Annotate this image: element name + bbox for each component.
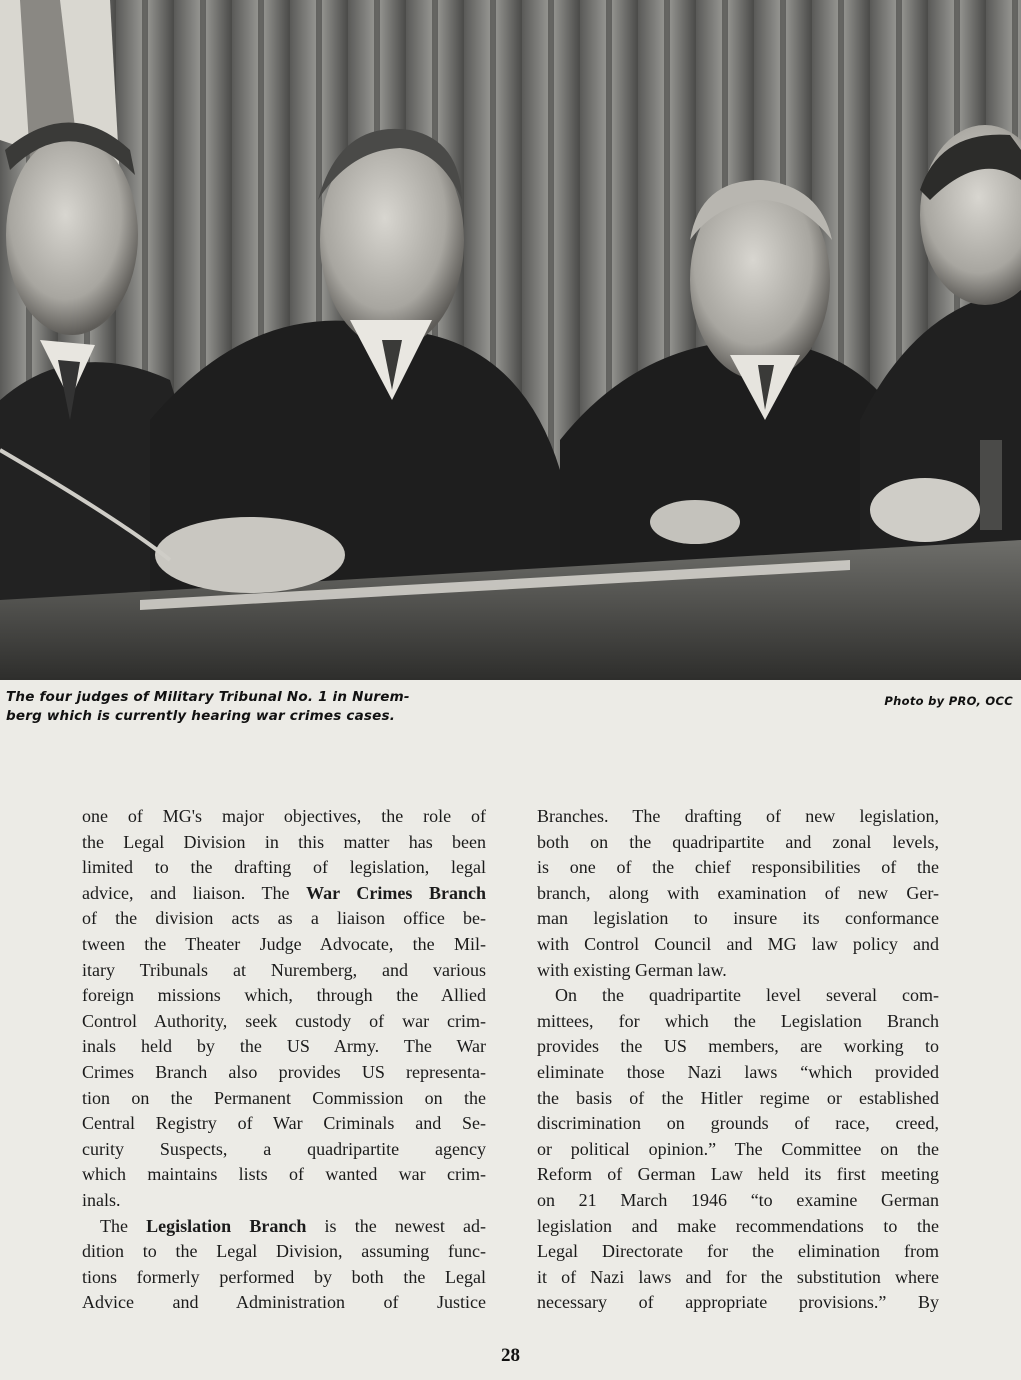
text-line: Central Registry of War Criminals and Se- xyxy=(82,1113,486,1134)
text-line: man legislation to insure its conformance xyxy=(537,908,939,929)
text-line: is one of the chief responsibilities of the xyxy=(537,857,939,878)
right-column xyxy=(537,804,939,1316)
text-line: with Control Council and MG law policy and xyxy=(537,933,939,954)
text-line: foreign missions which, through the Allied xyxy=(82,985,486,1006)
text-line: tions formerly performed by both the Legal xyxy=(82,1266,486,1287)
text-line xyxy=(82,1214,486,1240)
text-line: branch, along with examination of new Ger- xyxy=(537,882,939,903)
text-line: Advice and Administration of Justice xyxy=(82,1292,486,1313)
text-span: The xyxy=(100,1215,128,1236)
text-line: inals. xyxy=(82,1189,121,1210)
text-line: it of Nazi laws and for the substitution where xyxy=(537,1266,939,1287)
text-line: on 21 March 1946 “to examine German xyxy=(537,1189,939,1210)
text-line: both on the quadripartite and zonal levels, xyxy=(537,831,939,852)
left-column xyxy=(82,804,486,1316)
text-span: is the newest ad- xyxy=(324,1215,486,1236)
page-number: 28 xyxy=(501,1345,520,1366)
caption-line-2: berg which is currently hearing war crimes cases. xyxy=(6,708,396,724)
text-line: curity Suspects, a quadripartite agency xyxy=(82,1138,486,1159)
text-line: legislation and make recommendations to the xyxy=(537,1215,939,1236)
text-line: dition to the Legal Division, assuming func- xyxy=(82,1241,486,1262)
photo-caption xyxy=(6,688,456,726)
text-line: the basis of the Hitler regime or established xyxy=(537,1087,939,1108)
text-line: which maintains lists of wanted war crim- xyxy=(82,1164,486,1185)
text-line: Control Authority, seek custody of war crim- xyxy=(82,1010,486,1031)
text-line: with existing German law. xyxy=(537,959,727,980)
text-line: itary Tribunals at Nuremberg, and various xyxy=(82,959,486,980)
text-line: one of MG's major objectives, the role of xyxy=(82,806,486,826)
text-line: provides the US members, are working to xyxy=(537,1036,939,1057)
text-line: or political opinion.” The Committee on the xyxy=(537,1138,939,1159)
text-line: inals held by the US Army. The War xyxy=(82,1036,486,1057)
text-span: advice, and liaison. The xyxy=(82,882,290,903)
text-line: necessary of appropriate provisions.” By xyxy=(537,1292,939,1313)
photo-credit: Photo by PRO, OCC xyxy=(884,694,1013,708)
text-line: Legal Directorate for the elimination from xyxy=(537,1241,939,1262)
text-line: eliminate those Nazi laws “which provided xyxy=(537,1061,939,1082)
text-line: Reform of German Law held its first meeting xyxy=(537,1164,939,1185)
legislation-branch-heading: Legislation Branch xyxy=(146,1215,307,1236)
text-line: tween the Theater Judge Advocate, the Mil- xyxy=(82,933,486,954)
text-line: Crimes Branch also provides US representa- xyxy=(82,1061,486,1082)
text-line: limited to the drafting of legislation, legal xyxy=(82,857,486,878)
text-line xyxy=(82,881,486,907)
text-line: Branches. The drafting of new legislation, xyxy=(537,806,939,826)
war-crimes-branch-heading: War Crimes Branch xyxy=(306,882,487,903)
text-line: the Legal Division in this matter has been xyxy=(82,831,486,852)
text-line: On the quadripartite level several com- xyxy=(555,985,939,1006)
judges-photograph xyxy=(0,0,1021,680)
text-line: mittees, for which the Legislation Branch xyxy=(537,1010,939,1031)
text-line: tion on the Permanent Commission on the xyxy=(82,1087,486,1108)
caption-line-1: The four judges of Military Tribunal No. 1 in Nurem- xyxy=(6,689,410,705)
text-line: discrimination on grounds of race, creed, xyxy=(537,1113,939,1134)
text-line: of the division acts as a liaison office be- xyxy=(82,908,486,929)
